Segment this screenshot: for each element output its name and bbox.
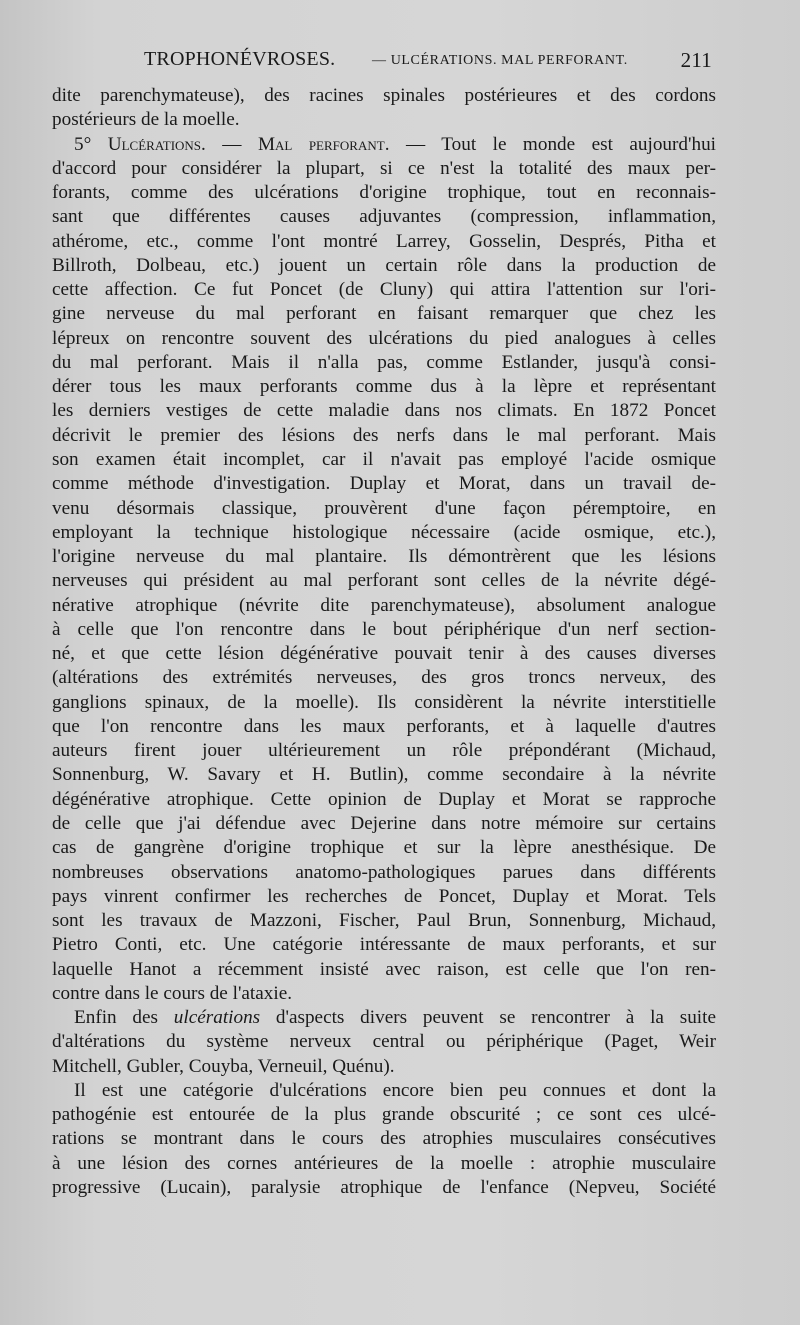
text-line: d'accord pour considérer la plupart, si ce n'est la totalité des maux per- xyxy=(52,157,716,179)
page-body xyxy=(52,84,716,1200)
text-line: lépreux on rencontre souvent des ulcérations du pied analogues à celles xyxy=(52,327,716,349)
section-title-ulcerations: Ulcérations xyxy=(107,133,202,155)
text-line: nerveuses qui président au mal perforant sont celles de la névrite dégé- xyxy=(52,570,716,592)
header-subtitle: — ULCÉRATIONS. MAL PERFORANT. xyxy=(372,53,628,68)
text-line: Sonnenburg, W. Savary et H. Butlin), comme secondaire à la névrite xyxy=(52,764,716,786)
text-line: de celle que j'ai défendue avec Dejerine dans notre mémoire sur certains xyxy=(52,812,716,834)
section-number: 5° xyxy=(74,133,108,155)
text-line: cette affection. Ce fut Poncet (de Cluny) qui attira l'attention sur l'ori- xyxy=(52,279,716,301)
text-line: auteurs firent jouer ultérieurement un rôle prépondérant (Michaud, xyxy=(52,740,716,762)
enfin-rest: d'aspects divers peuvent se rencontrer à la suite xyxy=(260,1007,716,1029)
text-line: dégénérative atrophique. Cette opinion de Duplay et Morat se rapproche xyxy=(52,788,716,810)
text-line: cas de gangrène d'origine trophique et sur la lèpre anesthésique. De xyxy=(52,837,716,859)
running-header xyxy=(52,46,716,76)
text-line: son examen était incomplet, car il n'avait pas employé l'acide osmique xyxy=(52,448,716,470)
text-line: les derniers vestiges de cette maladie dans nos climats. En 1872 Poncet xyxy=(52,400,716,422)
text-line: rations se montrant dans le cours des atrophies musculaires consécutives xyxy=(52,1128,716,1150)
header-title: TROPHONÉVROSES. xyxy=(144,48,336,70)
text-line: athérome, etc., comme l'ont montré Larrey, Gosselin, Després, Pitha et xyxy=(52,230,716,252)
text-line: Mitchell, Gubler, Couyba, Verneuil, Quénu). xyxy=(52,1055,395,1077)
text-line: dite parenchymateuse), des racines spinales postérieures et des cordons xyxy=(52,85,716,106)
text-line: né, et que cette lésion dégénérative pouvait tenir à des causes diverses xyxy=(52,643,716,665)
text-line: venu désormais classique, prouvèrent d'une façon péremptoire, en xyxy=(52,497,716,519)
text-line: contre dans le cours de l'ataxie. xyxy=(52,982,293,1004)
page-number: 211 xyxy=(680,48,712,72)
text-line: pathogénie est entourée de la plus grande obscurité ; ce sont ces ulcé- xyxy=(52,1104,716,1126)
text-line: nérative atrophique (névrite dite parenchymateuse), absolument analogue xyxy=(52,594,716,616)
text-line: d'altérations du système nerveux central ou périphérique (Paget, Weir xyxy=(52,1031,716,1053)
text-line: sant que différentes causes adjuvantes (compression, inflammation, xyxy=(52,206,716,228)
heading-rest: . — Tout le monde est aujourd'hui xyxy=(384,133,716,155)
text-line: à celle que l'on rencontre dans le bout périphérique d'un nerf section- xyxy=(52,618,716,640)
text-line: du mal perforant. Mais il n'alla pas, comme Estlander, jusqu'à consi- xyxy=(52,351,716,373)
text-line: ganglions spinaux, de la moelle). Ils considèrent la névrite interstitielle xyxy=(52,691,716,713)
text-line: Pietro Conti, etc. Une catégorie intéressante de maux perforants, et sur xyxy=(52,934,716,956)
text-line: dérer tous les maux perforants comme dus à la lèpre et représentant xyxy=(52,376,716,398)
text-line: (altérations des extrémités nerveuses, des gros troncs nerveux, des xyxy=(52,667,716,689)
text-line: Billroth, Dolbeau, etc.) jouent un certain rôle dans la production de xyxy=(52,254,716,276)
section-title-mal-perforant: Mal perforant xyxy=(257,133,385,155)
text-line: pays vinrent confirmer les recherches de Poncet, Duplay et Morat. Tels xyxy=(52,885,716,907)
text-line: comme méthode d'investigation. Duplay et Morat, dans un travail de- xyxy=(52,473,716,495)
text-line: progressive (Lucain), paralysie atrophique de l'enfance (Nepveu, Société xyxy=(52,1176,716,1198)
enfin-paragraph-line xyxy=(52,1006,716,1030)
enfin-start: Enfin des xyxy=(74,1007,174,1029)
text-line: que l'on rencontre dans les maux perforants, et à laquelle d'autres xyxy=(52,715,716,737)
text-line: sont les travaux de Mazzoni, Fischer, Paul Brun, Sonnenburg, Michaud, xyxy=(52,910,716,932)
text-line: décrivit le premier des lésions des nerfs dans le mal perforant. Mais xyxy=(52,424,716,446)
text-line: nombreuses observations anatomo-pathologiques parues dans différents xyxy=(52,861,716,883)
text-line: Il est une catégorie d'ulcérations encore bien peu connues et dont la xyxy=(74,1079,716,1101)
text-line: à une lésion des cornes antérieures de la moelle : atrophie musculaire xyxy=(52,1152,716,1174)
text-line: l'origine nerveuse du mal plantaire. Ils démontrèrent que les lésions xyxy=(52,546,716,568)
heading-separator: . — xyxy=(201,133,258,155)
text-line: forants, comme des ulcérations d'origine trophique, tout en reconnais- xyxy=(52,182,716,204)
section-heading-line xyxy=(52,133,716,157)
text-line: postérieurs de la moelle. xyxy=(52,109,240,131)
italic-ulcerations: ulcérations xyxy=(173,1007,261,1029)
text-line: gine nerveuse du mal perforant en faisant remarquer que chez les xyxy=(52,303,716,325)
text-line: laquelle Hanot a récemment insisté avec raison, est celle que l'on ren- xyxy=(52,958,716,980)
text-line: employant la technique histologique nécessaire (acide osmique, etc.), xyxy=(52,521,716,543)
